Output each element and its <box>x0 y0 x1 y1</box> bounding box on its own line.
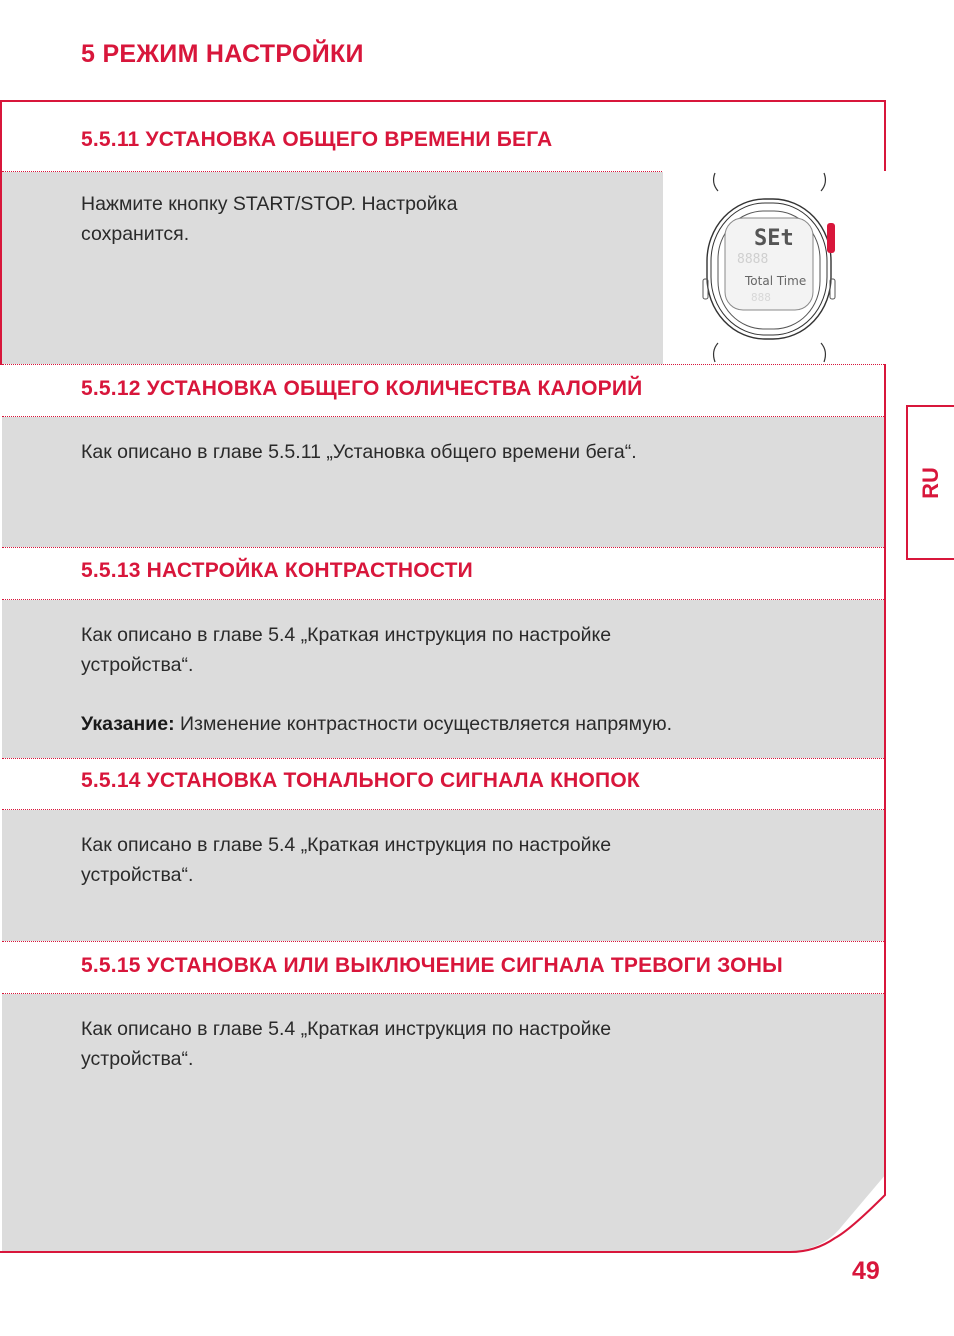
svg-text:888: 888 <box>751 291 771 304</box>
watch-display-top: SEt <box>754 226 794 251</box>
section-14-heading: 5.5.14 УСТАНОВКА ТОНАЛЬНОГО СИГНАЛА КНОПОК <box>81 769 640 792</box>
watch-display-bottom: Total Time <box>745 274 807 288</box>
section-11-line-2: сохранится. <box>81 223 190 245</box>
section-11-heading: 5.5.11 УСТАНОВКА ОБЩЕГО ВРЕМЕНИ БЕГА <box>81 128 553 151</box>
section-13-line-2: устройства“. <box>81 654 194 676</box>
svg-text:8888: 8888 <box>737 252 769 267</box>
section-12-line-1: Как описано в главе 5.5.11 „Установка общего времени бега“. <box>81 441 637 463</box>
section-11-line-1: Нажмите кнопку START/STOP. Настройка <box>81 193 458 215</box>
watch-icon <box>663 171 886 364</box>
section-13-line-1: Как описано в главе 5.4 „Краткая инструкция по настройке <box>81 624 612 646</box>
section-15-heading: 5.5.15 УСТАНОВКА ИЛИ ВЫКЛЮЧЕНИЕ СИГНАЛА ТРЕВОГИ ЗОНЫ <box>81 954 783 977</box>
section-14-line-2: устройства“. <box>81 864 194 886</box>
chapter-title: 5 РЕЖИМ НАСТРОЙКИ <box>81 40 364 68</box>
section-12-heading: 5.5.12 УСТАНОВКА ОБЩЕГО КОЛИЧЕСТВА КАЛОРИЙ <box>81 377 643 400</box>
section-15-line-2: устройства“. <box>81 1048 194 1070</box>
watch-illustration <box>663 171 886 364</box>
section-15-line-1: Как описано в главе 5.4 „Краткая инструкция по настройке <box>81 1018 612 1040</box>
section-14-line-1: Как описано в главе 5.4 „Краткая инструкция по настройке <box>81 834 612 856</box>
language-tab-label: RU <box>918 466 943 499</box>
page-number: 49 <box>852 1257 880 1285</box>
note-label: Указание: <box>81 713 175 735</box>
language-tab <box>906 405 954 560</box>
section-13-heading: 5.5.13 НАСТРОЙКА КОНТРАСТНОСТИ <box>81 559 473 582</box>
note-text: Изменение контрастности осуществляется напрямую. <box>174 713 673 735</box>
